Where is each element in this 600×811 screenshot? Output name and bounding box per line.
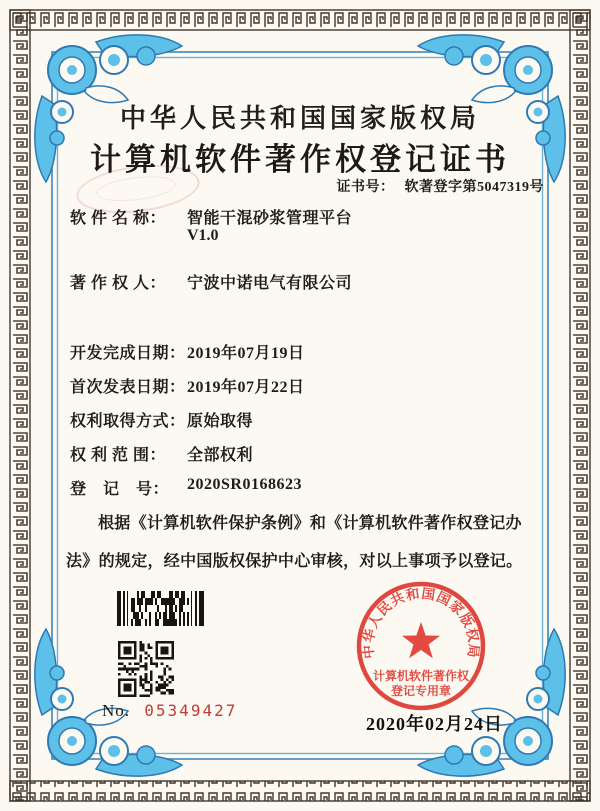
field-value: 2020SR0168623 [187,476,302,493]
field-dev-complete-date [70,340,305,363]
certificate-number [337,176,545,196]
serial-no-label: No. [102,701,131,720]
field-label: 登 记 号： [70,481,170,498]
seal-line2: 登记专用章 [390,684,452,698]
field-label: 权利取得方式： [70,413,186,430]
registration-statement: 根据《计算机软件保护条例》和《计算机软件著作权登记办法》的规定，经中国版权保护中心审核，对以上事项予以登记。 [66,515,523,570]
certificate-title: 计算机软件著作权登记证书 [90,142,510,177]
certificate-number-value: 软著登字第5047319号 [404,180,544,195]
certificate-number-label: 证书号： [336,180,395,195]
field-software-name [70,205,352,228]
official-seal [351,576,491,716]
certificate-serial [102,701,237,721]
field-copyright-owner [70,270,352,293]
field-label: 开发完成日期： [70,345,186,362]
field-label: 首次发表日期： [70,379,186,396]
seal-line1: 计算机软件著作权 [372,669,470,683]
authority-title: 中华人民共和国国家版权局 [119,104,480,133]
field-first-publish-date [70,374,305,397]
barcode [117,591,205,626]
field-registration-no [70,476,302,499]
field-rights-scope [70,442,253,465]
star-icon [402,622,440,658]
field-value: 2019年07月19日 [187,345,305,362]
field-label: 权 利 范 围： [70,447,167,464]
seal-ring-text: 中华人民共和国国家版权局 [360,585,482,660]
field-value: 全部权利 [187,447,254,464]
field-label: 软 件 名 称： [70,210,167,227]
field-value: 原始取得 [187,413,254,430]
serial-no-value: 05349427 [144,701,238,720]
qr-code-icon [118,641,174,697]
issue-date: 2020年02月24日 [366,714,503,734]
field-label: 著 作 权 人： [70,275,167,292]
field-value: 2019年07月22日 [187,379,305,396]
field-value: 智能干混砂浆管理平台 [187,210,353,227]
field-value: 宁波中诺电气有限公司 [187,275,353,292]
field-rights-acquisition [70,408,253,431]
software-version: V1.0 [187,227,219,244]
